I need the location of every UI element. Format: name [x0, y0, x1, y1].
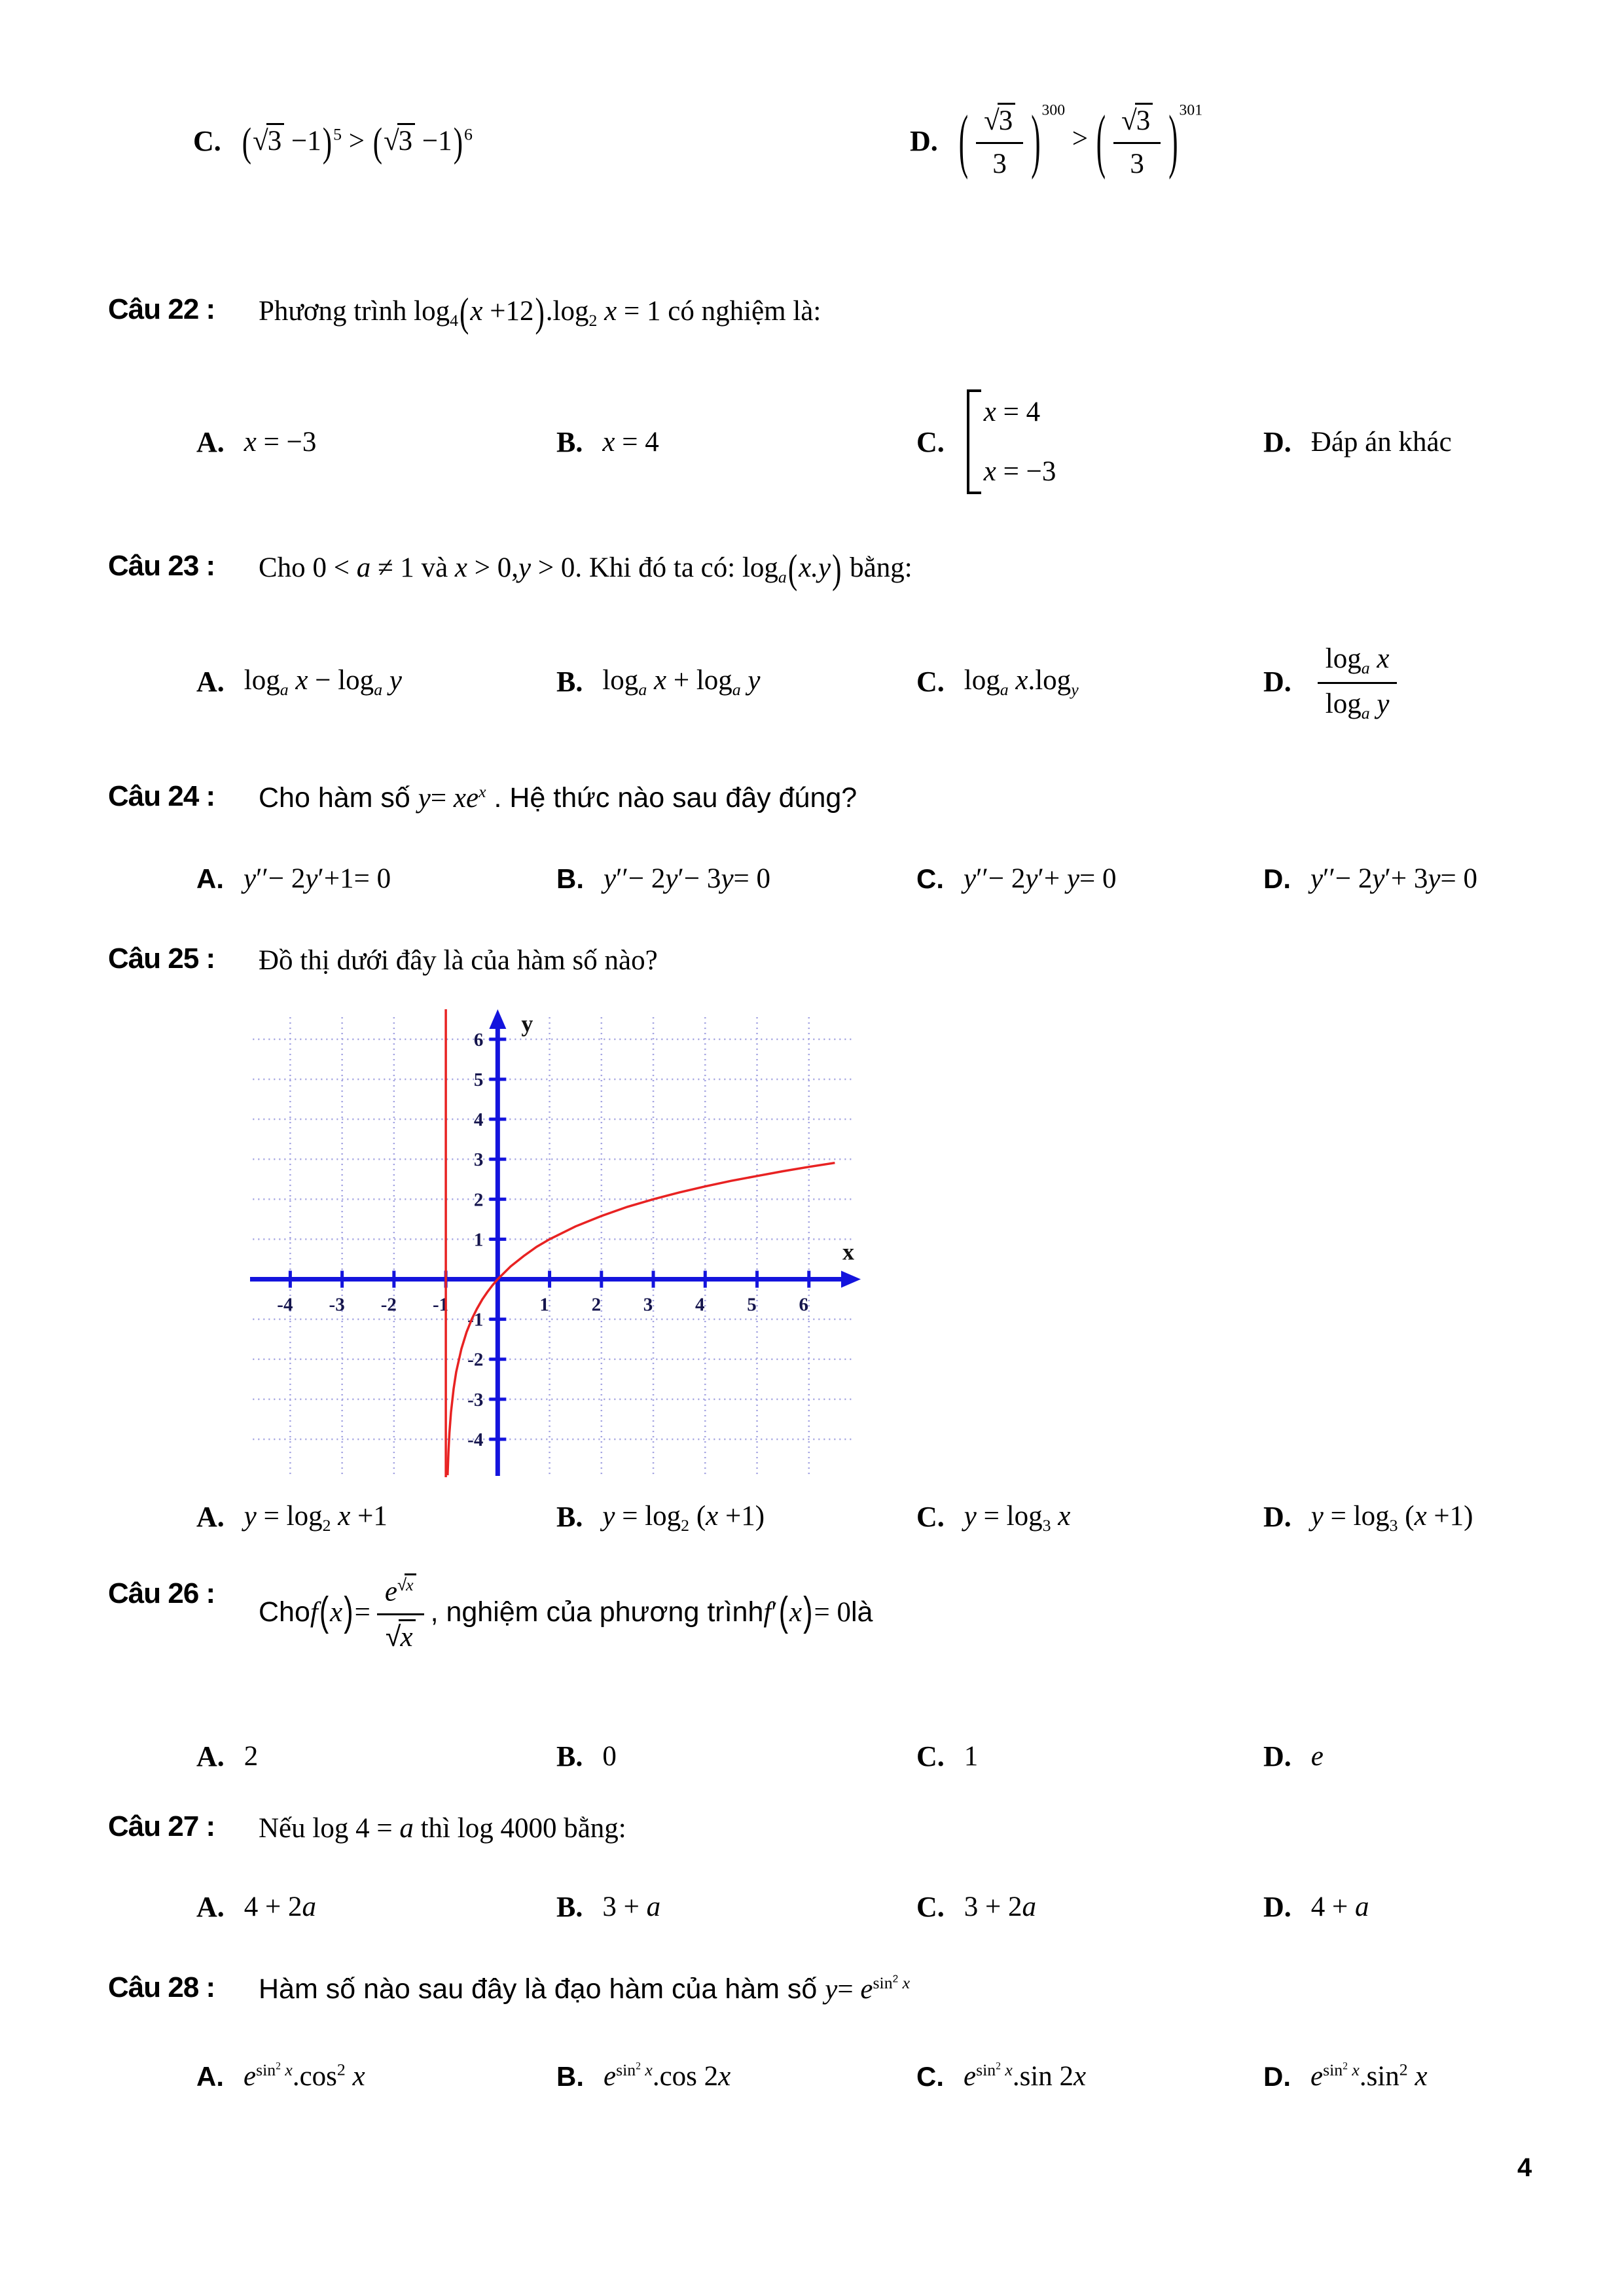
- option-a-label: A.: [196, 2060, 224, 2092]
- option-d-label: D.: [1263, 1501, 1291, 1534]
- option-b-formula: $e^{sin^2 x}.\cos$ 2x: [604, 2060, 731, 2092]
- question-25-text: Đồ thị dưới đây là của hàm số nào?: [259, 945, 658, 976]
- svg-text:4: 4: [473, 1109, 484, 1131]
- question-23: [108, 547, 1585, 592]
- svg-text:3: 3: [473, 1149, 484, 1171]
- svg-text:4: 4: [695, 1294, 705, 1316]
- svg-text:x: x: [842, 1238, 854, 1265]
- option-a-formula: $e^{sin^2 x}.\cos^2$ x: [244, 2060, 365, 2092]
- question-21-options: [108, 101, 1585, 181]
- option-b-label: B.: [556, 665, 583, 698]
- option-d-formula: 4 + a: [1310, 1892, 1369, 1922]
- option-c-label: C.: [916, 425, 945, 458]
- svg-text:-2: -2: [380, 1294, 397, 1316]
- question-27-text: Nếu log 4 = a thì log 4000 bằng:: [259, 1813, 626, 1844]
- question-26-text: Cho f ( x ) = $\frac{e^{√x}}{√x}$ , nghiệm của phương trình f ′ ( x ) = 0 là: [259, 1572, 873, 1653]
- svg-text:-2: -2: [467, 1349, 484, 1371]
- option-a-formula: $y = \log_2 x +1$: [244, 1501, 388, 1535]
- option-c-formula: $(√3 -1)^5 > (√3 -1)^6$: [242, 120, 473, 166]
- option-c-label: C.: [193, 124, 221, 157]
- svg-text:-3: -3: [329, 1294, 345, 1316]
- option-a-formula: y′′− 2y′+1= 0: [244, 863, 391, 894]
- question-25-label: Câu 25 :: [108, 942, 215, 975]
- option-c-label: C.: [916, 1501, 945, 1534]
- option-b-label: B.: [556, 1740, 583, 1772]
- question-26-options: [108, 1740, 1585, 1773]
- svg-text:5: 5: [473, 1069, 484, 1090]
- option-d-formula: $\frac{\log_a x}{\log_a y}$: [1311, 641, 1404, 722]
- option-a: [196, 2060, 556, 2092]
- option-d: [1263, 1500, 1585, 1534]
- page-number: 4: [1517, 2153, 1532, 2182]
- svg-text:6: 6: [799, 1294, 809, 1316]
- question-26: [108, 1572, 1585, 1653]
- question-22-label: Câu 22 :: [108, 293, 215, 325]
- option-b-formula: $y = \log_2 (x +1)$: [602, 1501, 765, 1535]
- option-b-label: B.: [556, 2060, 584, 2092]
- option-a: [196, 664, 556, 698]
- option-c-label: C.: [916, 1740, 945, 1772]
- option-c-label: C.: [916, 665, 945, 698]
- option-d-formula: Đáp án khác: [1310, 426, 1452, 457]
- question-23-text: Cho 0 < a ≠ 1 và x > 0,y > 0. Khi đó ta có: $\log_a(x.y)$ bằng:: [259, 547, 912, 592]
- svg-text:-4: -4: [277, 1294, 293, 1316]
- option-a-label: A.: [196, 863, 224, 894]
- question-27: [108, 1810, 1585, 1847]
- question-26-label: Câu 26 :: [108, 1577, 215, 1609]
- option-b: [556, 863, 916, 895]
- svg-text:y: y: [521, 1011, 533, 1037]
- option-b: [556, 1890, 916, 1924]
- question-24-text: Cho hàm số $y= xe^x$ . Hệ thức nào sau đây đúng?: [259, 781, 857, 814]
- option-a: [196, 863, 556, 895]
- option-c: [916, 863, 1263, 895]
- option-b-formula: x = 4: [602, 426, 659, 457]
- option-d-formula: e: [1310, 1741, 1324, 1772]
- question-28-options: [108, 2060, 1585, 2092]
- option-d: [1263, 863, 1585, 895]
- svg-text:2: 2: [591, 1294, 602, 1316]
- option-c-formula: 1: [964, 1741, 979, 1772]
- option-a: [196, 425, 556, 459]
- svg-text:-1: -1: [467, 1309, 484, 1331]
- option-b-label: B.: [556, 1891, 583, 1923]
- question-25: [108, 942, 1585, 979]
- option-d-label: D.: [1263, 1740, 1291, 1772]
- svg-text:-1: -1: [433, 1294, 449, 1316]
- option-a: [196, 1890, 556, 1924]
- question-24-options: [108, 863, 1585, 895]
- question-22-text: Phương trình $\log_4(x +12).\log_2$ x = 1 có nghiệm là:: [259, 290, 821, 335]
- svg-text:5: 5: [747, 1294, 757, 1316]
- option-b-label: B.: [556, 425, 583, 458]
- question-25-options: [108, 1500, 1585, 1534]
- question-28-label: Câu 28 :: [108, 1971, 215, 2003]
- question-27-label: Câu 27 :: [108, 1810, 215, 1842]
- option-c: [916, 389, 1263, 494]
- option-c-label: C.: [916, 863, 944, 894]
- option-a: [196, 1500, 556, 1534]
- option-c: [916, 1890, 1263, 1924]
- option-c-label: C.: [916, 1891, 945, 1923]
- question-23-label: Câu 23 :: [108, 550, 215, 582]
- option-a: [196, 1740, 556, 1773]
- option-c: [916, 1740, 1263, 1773]
- svg-text:-4: -4: [467, 1429, 484, 1450]
- option-d-label: D.: [1263, 2060, 1291, 2092]
- question-27-options: [108, 1890, 1585, 1924]
- option-c-label: C.: [916, 2060, 944, 2092]
- option-a-formula: 4 + 2a: [244, 1892, 317, 1922]
- option-b: [556, 2060, 916, 2092]
- option-c: [916, 2060, 1263, 2092]
- question-23-options: [108, 641, 1585, 722]
- option-c: [916, 1500, 1263, 1534]
- question-24-label: Câu 24 :: [108, 780, 215, 812]
- option-b: [556, 425, 916, 459]
- option-b-label: B.: [556, 1501, 583, 1534]
- option-d-label: D.: [910, 124, 938, 157]
- option-c-formula: $\log_a x.\log_y$: [964, 665, 1079, 700]
- option-d-formula: $y = \log_3 (x +1)$: [1310, 1501, 1473, 1535]
- option-a-label: A.: [196, 425, 225, 458]
- option-d-label: D.: [1263, 1891, 1291, 1923]
- option-d-label: D.: [1263, 863, 1291, 894]
- question-28: [108, 1971, 1585, 2008]
- svg-text:-3: -3: [467, 1389, 484, 1410]
- option-c: [916, 664, 1263, 698]
- option-a-formula: x = −3: [244, 426, 317, 457]
- question-28-text: Hàm số nào sau đây là đạo hàm của hàm số $y= e^{sin^2 x}$: [259, 1973, 911, 2005]
- option-d: [1263, 425, 1585, 459]
- svg-text:1: 1: [473, 1229, 484, 1251]
- option-b-formula: $\log_a x + \log_a y$: [602, 665, 761, 700]
- option-d: [1263, 1740, 1585, 1773]
- option-b-formula: 0: [602, 1741, 617, 1772]
- option-d: [1263, 641, 1585, 722]
- option-d: [1263, 2060, 1585, 2092]
- option-d: [1263, 1890, 1585, 1924]
- option-a-formula: 2: [244, 1741, 259, 1772]
- option-b-formula: y′′− 2y′− 3y= 0: [604, 863, 771, 894]
- svg-text:2: 2: [473, 1189, 484, 1211]
- option-d-formula: $e^{sin^2 x}.\sin^2$ x: [1310, 2060, 1428, 2092]
- question-22-options: [108, 389, 1585, 494]
- option-c-formula: $y = \log_3 x$: [964, 1501, 1071, 1535]
- option-d-formula: ( $\frac{√3}{3}$ )$^{300}$ > ( $\frac{√3}{3}$ )$^{301}$: [958, 101, 1203, 181]
- option-a-label: A.: [196, 665, 225, 698]
- option-d-formula: y′′− 2y′+ 3y= 0: [1310, 863, 1478, 894]
- option-b: [556, 664, 916, 698]
- option-c-formula: x = 4 x = −3: [964, 389, 1056, 494]
- option-b-label: B.: [556, 863, 584, 894]
- option-b: [556, 1500, 916, 1534]
- function-graph: [249, 1009, 861, 1477]
- option-c: [193, 120, 910, 166]
- option-d-label: D.: [1263, 665, 1291, 698]
- option-b: [556, 1740, 916, 1773]
- option-c-formula: 3 + 2a: [964, 1892, 1037, 1922]
- question-22: [108, 290, 1585, 335]
- svg-text:6: 6: [473, 1029, 484, 1050]
- option-a-label: A.: [196, 1740, 225, 1772]
- option-c-formula: y′′− 2y′+ y= 0: [964, 863, 1117, 894]
- option-a-label: A.: [196, 1891, 225, 1923]
- svg-text:1: 1: [539, 1294, 549, 1316]
- option-a-label: A.: [196, 1501, 225, 1534]
- question-24: [108, 780, 1585, 817]
- option-d: [910, 101, 1585, 181]
- option-c-formula: $e^{sin^2 x}.\sin$ 2x: [964, 2060, 1087, 2092]
- option-a-formula: $\log_a x - \log_a y$: [244, 665, 402, 700]
- svg-text:3: 3: [643, 1294, 653, 1316]
- option-b-formula: 3 + a: [602, 1892, 661, 1922]
- option-d-label: D.: [1263, 425, 1291, 458]
